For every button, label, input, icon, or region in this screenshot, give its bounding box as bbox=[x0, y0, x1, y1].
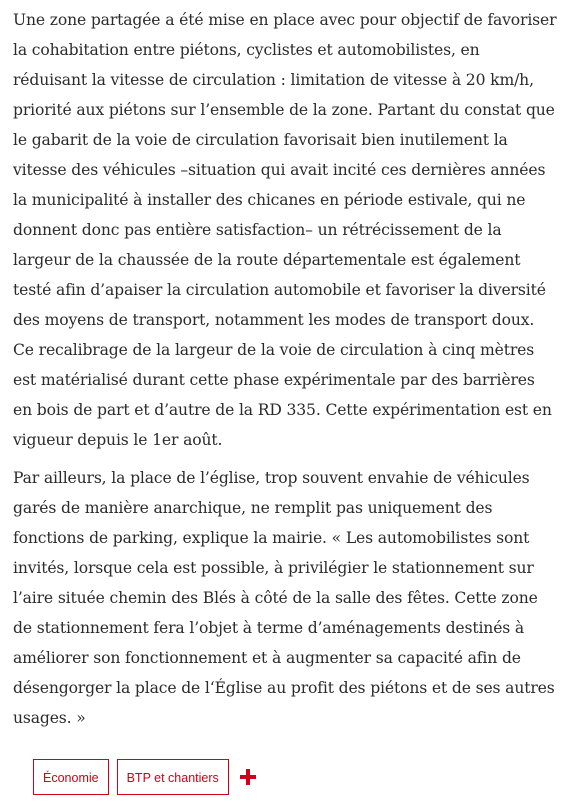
article-body bbox=[13, 5, 558, 733]
article-paragraph-2: Par ailleurs, la place de l’église, trop souvent envahie de véhicules garés de manière anarchique, ne remplit pas uniquement des fonctions de parking, explique la mairie. « Les automobilistes sont invités, lorsque cela est possible, à privilégier le stationnement sur l’aire située chemin des Blés à côté de la salle des fêtes. Cette zone de stationnement fera l’objet à terme d’aménagements destinés à améliorer son fonctionnement et à augmenter sa capacité afin de désengorger la place de l‘Église au profit des piétons et de ses autres usages. » bbox=[13, 469, 555, 727]
tag-economie[interactable]: Économie bbox=[33, 759, 109, 795]
tag-btp-et-chantiers[interactable]: BTP et chantiers bbox=[117, 759, 229, 795]
article-paragraph-1: Une zone partagée a été mise en place avec pour objectif de favoriser la cohabitation entre piétons, cyclistes et automobilistes, en réduisant la vitesse de circulation : limitation de vitesse à 20 km/h, priorité aux piétons sur l’ensemble de la zone. Partant du constat que le gabarit de la voie de circulation favorisait bien inutilement la vitesse des véhicules –situation qui avait incité ces dernières années la municipalité à installer des chicanes en période estivale, qui ne donnent donc pas entière satisfaction– un rétrécissement de la largeur de la chaussée de la route départementale est également testé afin d’apaiser la circulation automobile et favoriser la diversité des moyens de transport, notamment les modes de transport doux. Ce recalibrage de la largeur de la voie de circulation à cinq mètres est matérialisé durant cette phase expérimentale par des barrières en bois de part et d’autre de la RD 335. Cette expérimentation est en vigueur depuis le 1er août. bbox=[13, 11, 557, 449]
tag-list bbox=[33, 759, 257, 795]
plus-icon[interactable] bbox=[239, 768, 257, 786]
